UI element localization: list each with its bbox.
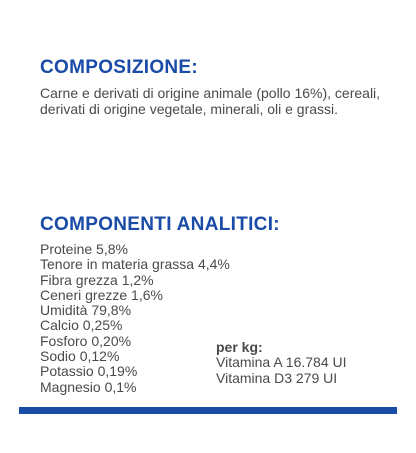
bottom-divider-bar — [19, 407, 397, 414]
per-kg-block — [216, 340, 347, 386]
per-kg-label: per kg: — [216, 339, 263, 355]
vitamin-d3: Vitamina D3 279 UI — [216, 369, 338, 386]
analytics-item-potassium: Potassio 0,19% — [40, 363, 138, 380]
composition-heading: COMPOSIZIONE: — [40, 57, 199, 78]
analytics-item-fibre: Fibra grezza 1,2% — [40, 271, 154, 288]
analytics-item-protein: Proteine 5,8% — [40, 241, 128, 257]
analytics-heading: COMPONENTI ANALITICI: — [40, 214, 280, 235]
composition-text: Carne e derivati di origine animale (pollo 16%), cereali, derivati di origine vegetale, minerali, oli e grassi. — [40, 85, 381, 117]
analytics-item-moisture: Umidità 79,8% — [40, 302, 132, 319]
analytics-item-sodium: Sodio 0,12% — [40, 348, 120, 365]
analytics-list — [40, 242, 230, 395]
analytics-item-ash: Ceneri grezze 1,6% — [40, 286, 163, 303]
analytics-item-calcium: Calcio 0,25% — [40, 317, 123, 334]
analytics-item-magnesium: Magnesio 0,1% — [40, 378, 137, 395]
vitamin-a: Vitamina A 16.784 UI — [216, 354, 347, 371]
analytics-item-phosphorus: Fosforo 0,20% — [40, 332, 132, 349]
analytics-item-fat: Tenore in materia grassa 4,4% — [40, 256, 230, 273]
